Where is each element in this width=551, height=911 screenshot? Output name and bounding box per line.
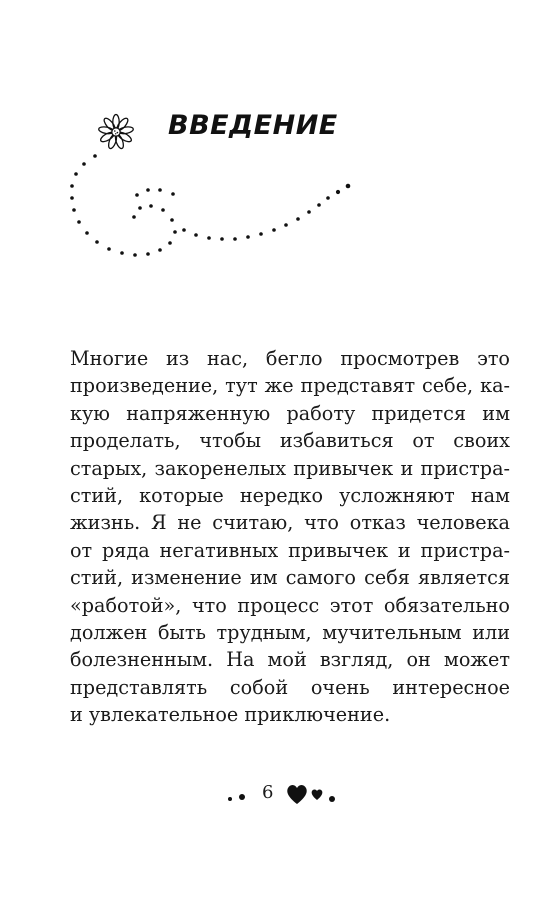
text-line: старых, закоренелых привычек и пристра- (70, 456, 510, 480)
text-line: представлять собой очень интересное (70, 675, 510, 699)
text-line: от ряда негативных привычек и пристра- (70, 538, 510, 562)
text-line: кую напряженную работу придется им (70, 401, 510, 425)
text-line: болезненным. На мой взгляд, он может (70, 648, 510, 672)
body-paragraph (70, 345, 510, 729)
text-line: «работой», что процесс этот обязательно (70, 593, 510, 617)
text-line: произведение, тут же представят себе, ка- (70, 374, 510, 398)
page-number: 6 (262, 782, 274, 803)
text-line: Многие из нас, бегло просмотрев это (70, 347, 510, 370)
text-line: стий, которые нередко усложняют нам (70, 484, 510, 508)
text-line: проделать, чтобы избавиться от своих (70, 429, 510, 453)
flower-icon (96, 112, 136, 152)
page-footer (0, 780, 551, 810)
text-line: должен быть трудным, мучительным или (70, 621, 510, 645)
dotted-swirl-decoration (60, 150, 360, 280)
chapter-header (96, 108, 396, 152)
chapter-title: ВВЕДЕНИЕ (168, 110, 338, 141)
text-line: жизнь. Я не считаю, что отказ человека (70, 511, 510, 535)
dots-icon (222, 786, 254, 806)
heart-icon (284, 782, 354, 808)
text-line: и увлекательное приключение. (70, 703, 391, 727)
text-line: стий, изменение им самого себя является (70, 566, 510, 590)
